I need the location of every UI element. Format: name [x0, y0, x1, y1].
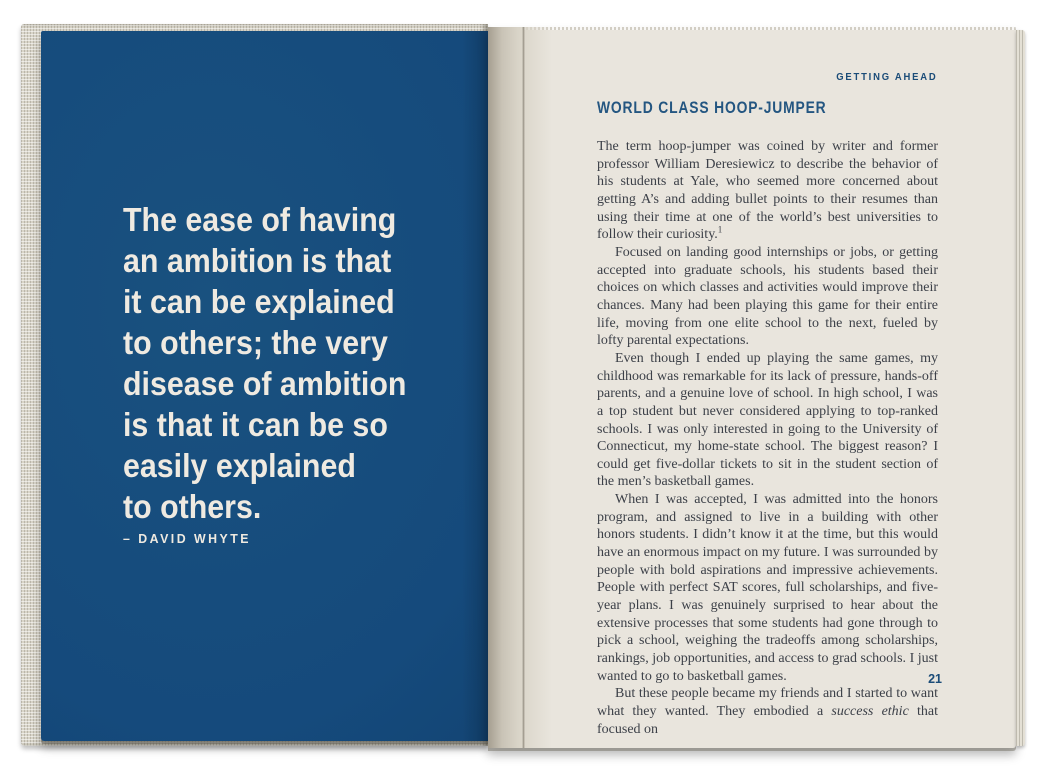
- right-page-content: [597, 27, 942, 748]
- paragraph: When I was accepted, I was admitted into the honors program, and assigned to live in a building with other honors students. I didn’t know it at the time, but this would have an enormous impact on my future. I was surrounded by people with bold aspirations and impressive achievements. People with perfect SAT scores, full scholarships, and five-year plans. I was genuinely surprised to hear about the extensive processes that some students had gone through to pick a school, weighing the tradeoffs among scholarships, rankings, job opportunities, and access to grad schools. I just wanted to go to basketball games.: [597, 492, 938, 684]
- paragraph: Focused on landing good internships or jobs, or getting accepted into graduate schools, his students based their choices on which classes and activities would improve their chances. Many had been playing this game for their entire life, moving from one elite school to the next, fueled by lofty parental expectations.: [597, 244, 938, 349]
- gutter-crease: [522, 27, 525, 748]
- quote-line: is that it can be so: [123, 406, 388, 443]
- pull-quote: [123, 199, 406, 527]
- left-page: [41, 31, 488, 741]
- paragraph: Even though I ended up playing the same games, my childhood was remarkable for its lack of pressure, hands-off parents, and a genuine love of school. In high school, I was a top student but never considered applying to top-ranked schools. I was only interested in going to the University of Connecticut, my home-state school. The biggest reason? I could get five-dollar tickets to sit in the student section of the men’s basketball games.: [597, 350, 938, 490]
- section-title: WORLD CLASS HOOP-JUMPER: [597, 99, 827, 117]
- paragraph: The term hoop-jumper was coined by writer and former professor William Deresiewicz to describe the behavior of his students at Yale, who seemed more concerned about getting A’s and adding bullet points to their resumes than using their time at one of the world’s best universities to follow their curiosity.$^1$: [597, 139, 938, 243]
- paragraph: But these people became my friends and I started to want what they wanted. They embodied a success ethic that focused on: [597, 686, 938, 737]
- running-header: GETTING AHEAD: [836, 71, 938, 83]
- quote-attribution: – DAVID WHYTE: [123, 531, 251, 546]
- quote-line: to others.: [123, 488, 262, 525]
- quote-line: The ease of having: [123, 201, 397, 238]
- quote-line: an ambition is that: [123, 242, 392, 279]
- right-page: [488, 27, 1016, 748]
- body-text: [597, 138, 938, 738]
- gutter-shadow: [488, 27, 552, 748]
- page-number: 21: [928, 672, 942, 686]
- quote-line: easily explained: [123, 447, 356, 484]
- page-edge-right: [1016, 30, 1025, 746]
- quote-line: to others; the very: [123, 324, 388, 361]
- quote-line: disease of ambition: [123, 365, 407, 402]
- quote-line: it can be explained: [123, 283, 395, 320]
